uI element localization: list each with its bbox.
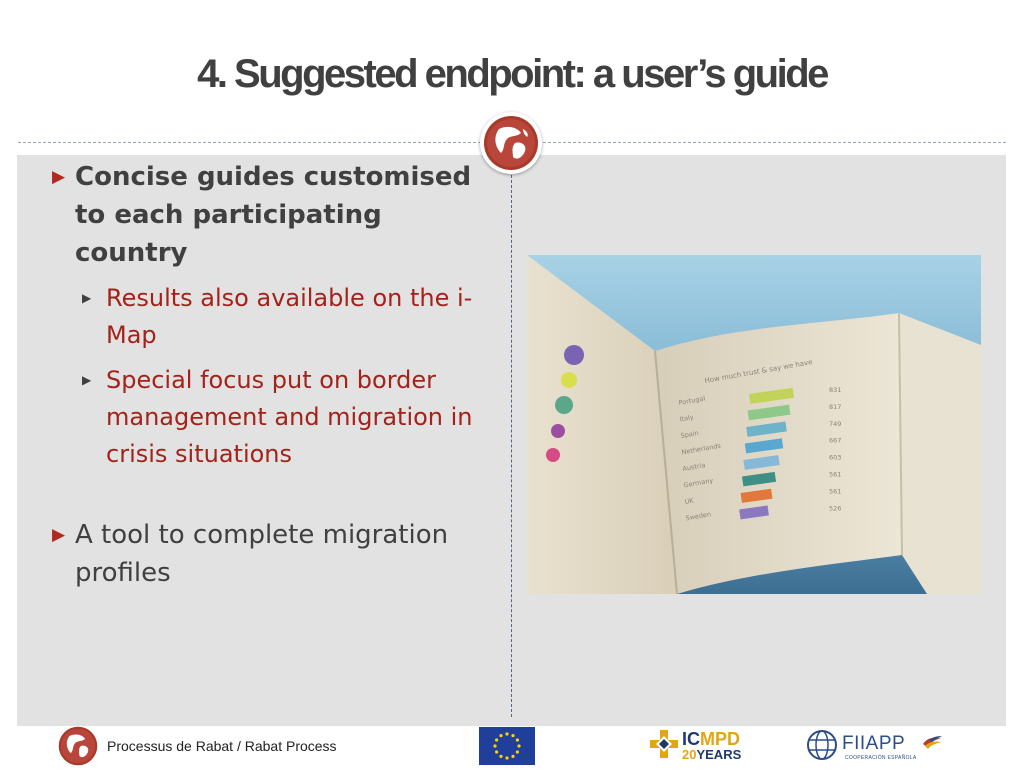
brochure-row-label: Italy (678, 413, 695, 424)
brochure-row-label: Portugal (677, 394, 706, 407)
bullet-text-concise-guides: Concise guides customised to each participating country (75, 162, 472, 268)
icmpd-ic: IC (682, 729, 700, 749)
cooperacion-espanola-logo (921, 734, 943, 755)
brochure-row-value: 603 (829, 453, 842, 462)
globe-icon (58, 726, 98, 766)
brochure-row-value: 526 (829, 504, 842, 513)
brochure-row-label: Sweden (684, 510, 712, 523)
brochure-row-value: 831 (829, 386, 842, 394)
brochure-row-label: Germany (682, 476, 714, 490)
eu-star-icon (499, 755, 502, 758)
eu-star-icon (517, 744, 520, 747)
rabat-process-logo (480, 112, 542, 174)
brochure-row-label: Spain (679, 428, 700, 440)
page-title: 4. Suggested endpoint: a user’s guide (197, 52, 827, 96)
eu-star-icon (505, 732, 508, 735)
sub-bullet-text-border-management: Special focus put on border management and migration in crisis situations (106, 366, 473, 468)
eu-star-icon (511, 755, 514, 758)
icmpd-logo-mark (648, 728, 680, 765)
eu-stars-icon (479, 727, 535, 765)
eu-star-icon (516, 750, 519, 753)
sub-bullet-arrow-icon: ▶ (82, 291, 92, 305)
footer-process-label: Processus de Rabat / Rabat Process (107, 738, 337, 754)
fiiapp-globe-icon (806, 729, 838, 761)
card-heading: How much trust & say we have (703, 358, 814, 385)
icmpd-years-word: YEARS (696, 747, 742, 762)
users-guide-photo (527, 255, 981, 594)
fiiapp-name: FIIAPP (842, 733, 906, 754)
bullet-text-migration-profiles: A tool to complete migration profiles (75, 520, 449, 588)
brochure-row-label: Netherlands (680, 441, 722, 457)
eu-star-icon (493, 744, 496, 747)
brochure-row-label: UK (683, 496, 695, 506)
footer-rabat-logo (58, 726, 98, 771)
eu-star-icon (505, 756, 508, 759)
brochure-row-label: Austria (681, 461, 706, 473)
brochure-row-value: 817 (829, 402, 842, 411)
eu-star-icon (516, 738, 519, 741)
fiiapp-logo-mark (806, 729, 838, 766)
eu-star-icon (495, 750, 498, 753)
icmpd-mpd: MPD (700, 729, 740, 749)
icmpd-logo (682, 729, 742, 762)
bullet-arrow-icon: ▶ (52, 525, 66, 545)
sub-bullet-text-imap: Results also available on the i-Map (106, 284, 473, 349)
brochure-row-value: 749 (829, 419, 842, 428)
icmpd-years-number: 20 (682, 747, 697, 762)
sub-bullet-item (82, 362, 482, 473)
cooperacion-emblem-icon (921, 734, 943, 750)
brochure-image (527, 255, 981, 594)
fiiapp-subtitle: COOPERACIÓN ESPAÑOLA (845, 755, 917, 761)
bullet-item (52, 158, 482, 272)
eu-flag-logo (479, 727, 535, 765)
bullet-list (52, 158, 482, 592)
eu-star-icon (495, 738, 498, 741)
sub-bullet-arrow-icon: ▶ (82, 373, 92, 387)
globe-icon (483, 115, 539, 171)
bullet-item (52, 516, 482, 592)
bullet-arrow-icon: ▶ (52, 167, 66, 187)
brochure-row-value: 561 (829, 470, 842, 479)
brochure-row-value: 667 (829, 436, 842, 445)
column-divider (511, 175, 512, 717)
sub-bullet-item (82, 280, 482, 354)
icmpd-cross-icon (648, 728, 680, 760)
icmpd-years (682, 747, 741, 762)
eu-star-icon (511, 734, 514, 737)
brochure-row-value: 561 (829, 487, 842, 496)
eu-star-icon (499, 734, 502, 737)
